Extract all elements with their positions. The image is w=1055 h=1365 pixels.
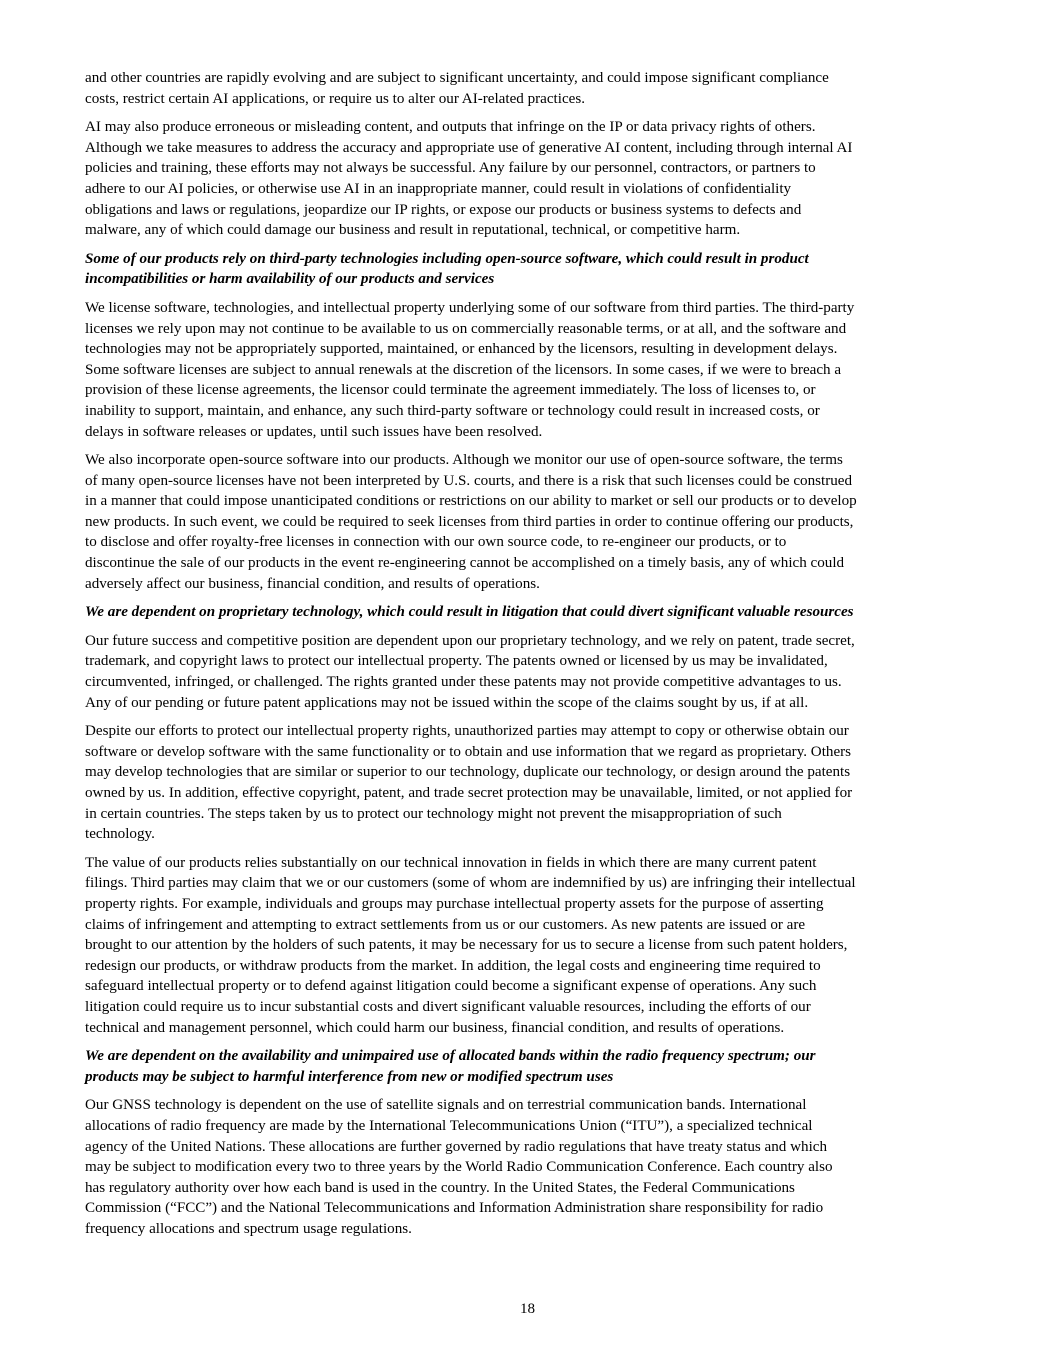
text-line: Although we take measures to address the accuracy and appropriate use of generative AI content, including through internal AI (85, 139, 853, 156)
text-line: Despite our efforts to protect our intellectual property rights, unauthorized parties may attempt to copy or otherwise obtain our (85, 723, 849, 740)
text-line: circumvented, infringed, or challenged. The rights granted under these patents may not provide competitive advantages to us. (85, 674, 842, 691)
text-line: technical and management personnel, which could harm our business, financial condition, and results of operations. (85, 1019, 785, 1036)
text-line: redesign our products, or withdraw products from the market. In addition, the legal costs and engineering time required to (85, 957, 821, 974)
text-line: in certain countries. The steps taken by us to protect our technology might not prevent the misappropriation of such (85, 805, 782, 822)
text-line: litigation could require us to incur substantial costs and divert significant valuable resources, including the efforts of our (85, 998, 811, 1015)
text-line: technology. (85, 826, 155, 843)
text-line: allocations of radio frequency are made by the International Telecommunications Union (“ITU”), a specialized technical (85, 1117, 813, 1134)
text-line: to disclose and offer royalty-free licenses in connection with our own source code, to re-engineer our products, or to (85, 534, 787, 551)
text-line: and other countries are rapidly evolving and are subject to significant uncertainty, and could impose significant compliance (85, 70, 829, 86)
heading-line: incompatibilities or harm availability of our products and services (85, 271, 495, 288)
text-line: safeguard intellectual property or to defend against litigation could become a significant expense of operations. Any such (85, 978, 817, 995)
text-line: owned by us. In addition, effective copyright, patent, and trade secret protection may be unavailable, limited, or not applied for (85, 785, 853, 801)
paragraph-third-party-licenses (85, 298, 973, 442)
text-line: Some software licenses are subject to annual renewals at the discretion of the licensors. In some cases, if we were to breach a (85, 361, 842, 378)
text-line: adversely affect our business, financial condition, and results of operations. (85, 575, 540, 592)
text-line: claims of infringement and attempting to extract settlements from us or our customers. As new patents are issued or are (85, 916, 806, 933)
text-line: inability to support, maintain, and enhance, any such third-party software or technology could result in increased costs, or (85, 402, 820, 419)
text-line: property rights. For example, individuals and groups may purchase intellectual property assets for the purpose of asserting (85, 895, 824, 912)
text-line: may develop technologies that are similar or superior to our technology, duplicate our technology, or design around the patents (85, 764, 851, 781)
heading-line: Some of our products rely on third-party technologies including open-source software, which could result in product (85, 250, 809, 267)
paragraph-future-success (85, 631, 973, 713)
text-line: in a manner that could impose unanticipated conditions or restrictions on our ability to market or sell our products or to develop (85, 493, 857, 510)
text-line: new products. In such event, we could be required to seek licenses from third parties in order to continue offering our products, (85, 513, 854, 530)
paragraph-patent-litigation (85, 853, 973, 1038)
document-page (85, 68, 973, 1247)
text-line: Our future success and competitive position are dependent upon our proprietary technology, and we rely on patent, trade secret, (85, 632, 855, 649)
text-line: discontinue the sale of our products in the event re-engineering cannot be accomplished on a timely basis, any of which could (85, 555, 845, 572)
heading-radio-frequency-spectrum (85, 1046, 973, 1087)
text-line: adhere to our AI policies, or otherwise use AI in an inappropriate manner, could result in violations of confidentiality (85, 180, 792, 197)
text-line: malware, any of which could damage our business and result in reputational, technical, or competitive harm. (85, 222, 741, 239)
text-line: obligations and laws or regulations, jeopardize our IP rights, or expose our products or business systems to defects and (85, 201, 802, 218)
text-line: agency of the United Nations. These allocations are further governed by radio regulations that have treaty status and which (85, 1138, 828, 1155)
paragraph-unauthorized-parties (85, 721, 973, 845)
paragraph-gnss-technology (85, 1095, 973, 1239)
text-line: software or develop software with the same functionality or to obtain and use information that we regard as proprietary. Others (85, 743, 852, 760)
text-line: provision of these license agreements, the licensor could terminate the agreement immediately. The loss of licenses to, or (85, 382, 816, 399)
text-line: technologies may not be appropriately supported, maintained, or enhanced by the licensors, resulting in development delays. (85, 341, 838, 358)
text-line: policies and training, these efforts may not always be successful. Any failure by our personnel, contractors, or partners to (85, 160, 816, 177)
text-line: Commission (“FCC”) and the National Telecommunications and Information Administration share responsibility for radio (85, 1200, 824, 1217)
text-line: We license software, technologies, and intellectual property underlying some of our software from third parties. The third-party (85, 299, 855, 316)
paragraph-ai-erroneous-content (85, 117, 973, 241)
text-line: costs, restrict certain AI applications, or require us to alter our AI-related practices. (85, 90, 585, 107)
heading-line: We are dependent on the availability and unimpaired use of allocated bands within the radio frequency spectrum; our (85, 1048, 816, 1065)
text-line: Our GNSS technology is dependent on the use of satellite signals and on terrestrial communication bands. International (85, 1097, 807, 1114)
text-line: trademark, and copyright laws to protect our intellectual property. The patents owned or licensed by us may be invalidated, (85, 653, 828, 670)
text-line: We also incorporate open-source software into our products. Although we monitor our use of open-source software, the terms (85, 452, 843, 469)
text-line: of many open-source licenses have not been interpreted by U.S. courts, and there is a risk that such licenses could be construed (85, 472, 853, 489)
text-line: frequency allocations and spectrum usage regulations. (85, 1220, 412, 1237)
heading-third-party-technologies (85, 249, 973, 290)
paragraph-open-source-software (85, 450, 973, 594)
text-line: filings. Third parties may claim that we or our customers (some of whom are indemnified by us) are infringing their intellectual (85, 875, 856, 892)
text-line: licenses we rely upon may not continue to be available to us on commercially reasonable terms, or at all, and the software and (85, 320, 847, 337)
heading-line: We are dependent on proprietary technology, which could result in litigation that could divert significant valuable resources (85, 604, 854, 621)
text-line: Any of our pending or future patent applications may not be issued within the scope of the claims sought by us, if at all. (85, 694, 809, 711)
text-line: brought to our attention by the holders of such patents, it may be necessary for us to secure a license from such patent holders, (85, 937, 848, 954)
page-number: 18 (519, 1301, 536, 1317)
heading-line: products may be subject to harmful interference from new or modified spectrum uses (85, 1068, 614, 1085)
text-line: AI may also produce erroneous or misleading content, and outputs that infringe on the IP or data privacy rights of others. (85, 119, 816, 136)
paragraph-ai-regulation-continued (85, 68, 973, 109)
text-line: The value of our products relies substantially on our technical innovation in fields in which there are many current patent (85, 854, 817, 871)
text-line: has regulatory authority over how each band is used in the country. In the United States, the Federal Communications (85, 1179, 795, 1196)
text-line: may be subject to modification every two to three years by the World Radio Communication Conference. Each country also (85, 1159, 833, 1176)
text-line: delays in software releases or updates, until such issues have been resolved. (85, 423, 543, 440)
heading-proprietary-technology (85, 602, 973, 623)
